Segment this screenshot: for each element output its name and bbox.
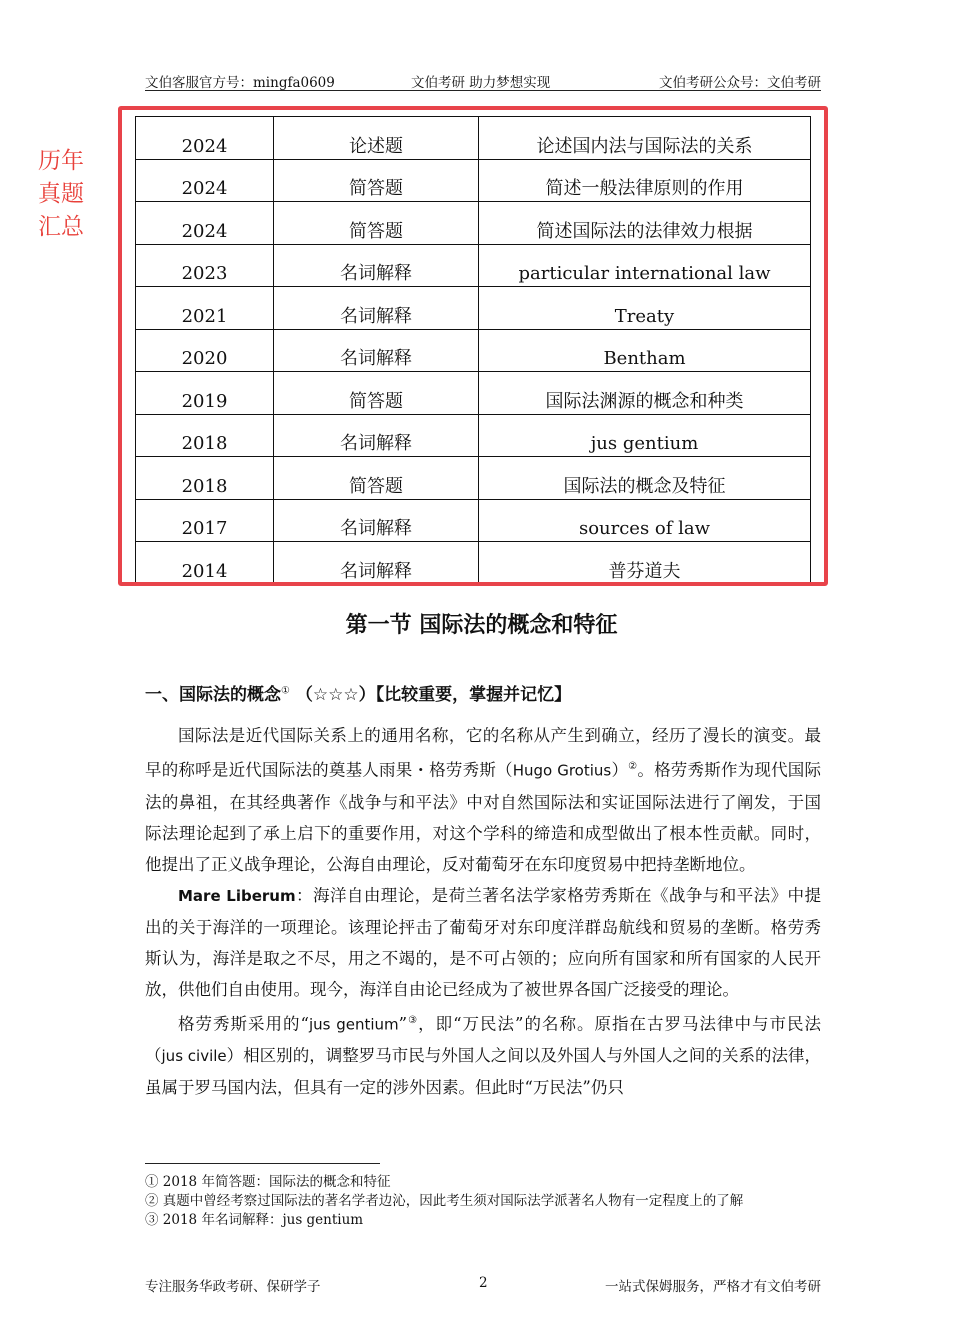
year-cell: 2021 (136, 287, 274, 330)
text-run: 格劳秀斯采用的“ (178, 1014, 309, 1033)
footer-left: 专注服务华政考研、保研学子 (145, 1279, 321, 1295)
type-cell: 名词解释 (274, 499, 479, 542)
footnote-rule (145, 1163, 380, 1164)
page-number: 2 (479, 1275, 488, 1291)
text-run: ）相区别的，调整罗马市民与外国人之间以及外国人与外国人之间的关系的法律，虽属于罗马国内法，但具有一定的涉外因素。但此时“万民法”仍只 (145, 1046, 821, 1097)
side-note-line: 历年 (38, 148, 84, 174)
side-note-line: 汇总 (38, 214, 84, 240)
topic-cell: sources of law (479, 499, 811, 542)
text-run: ” (398, 1014, 408, 1033)
text-run: ，即“万民法”的名称。原指在古罗马法律中与市民法（ (145, 1014, 822, 1065)
header-left: 文伯客服官方号：mingfa0609 (145, 75, 335, 91)
year-cell: 2024 (136, 117, 274, 160)
footnote-ref: ② (628, 761, 638, 772)
paragraph (145, 1005, 821, 1104)
text-run: Hugo Grotius (512, 761, 612, 780)
subheading (145, 680, 571, 705)
year-cell: 2024 (136, 159, 274, 202)
footnote: ② 真题中曾经考察过国际法的著名学者边沁，因此考生须对国际法学派著名人物有一定程度上的了解 (145, 1193, 744, 1209)
year-cell: 2018 (136, 414, 274, 457)
footnote-ref: ① (281, 685, 290, 697)
body-text (145, 720, 821, 1103)
type-cell: 论述题 (274, 117, 479, 160)
header-center: 文伯考研 助力梦想实现 (411, 75, 551, 91)
year-cell: 2018 (136, 457, 274, 500)
type-cell: 简答题 (274, 159, 479, 202)
page-header (145, 68, 821, 91)
type-cell: 名词解释 (274, 287, 479, 330)
topic-cell: 简述国际法的法律效力根据 (479, 202, 811, 245)
section-title: 第一节 国际法的概念和特征 (345, 613, 618, 638)
year-cell: 2024 (136, 202, 274, 245)
year-cell: 2020 (136, 329, 274, 372)
topic-cell: Treaty (479, 287, 811, 330)
side-note (38, 145, 84, 244)
type-cell: 简答题 (274, 457, 479, 500)
type-cell: 名词解释 (274, 414, 479, 457)
type-cell: 名词解释 (274, 329, 479, 372)
type-cell: 简答题 (274, 372, 479, 415)
topic-cell: 国际法的概念及特征 (479, 457, 811, 500)
type-cell: 简答题 (274, 202, 479, 245)
text-run: ：海洋自由理论，是荷兰著名法学家格劳秀斯在《战争与和平法》中提出的关于海洋的一项理论。该理论抨击了葡萄牙对东印度洋群岛航线和贸易的垄断。格劳秀斯认为，海洋是取之不尽，用之不竭的，是不可占领的；应向所有国家和所有国家的人民开放，供他们自由使用。现今，海洋自由论已经成为了被世界各国广泛接受的理论。 (145, 885, 821, 999)
topic-cell: 简述一般法律原则的作用 (479, 159, 811, 202)
year-cell: 2014 (136, 542, 274, 585)
topic-cell: 普芬道夫 (479, 542, 811, 585)
type-cell: 名词解释 (274, 244, 479, 287)
footnote: ① 2018 年简答题：国际法的概念和特征 (145, 1174, 391, 1190)
text-run: jus civile (161, 1047, 227, 1065)
highlight-box (118, 106, 828, 586)
topic-cell: 论述国内法与国际法的关系 (479, 117, 811, 160)
subheading-text: 一、国际法的概念 (145, 685, 281, 705)
term: Mare Liberum (178, 886, 296, 905)
year-cell: 2017 (136, 499, 274, 542)
footer-right: 一站式保姆服务，严格才有文伯考研 (605, 1279, 821, 1295)
text-run: 。格劳秀斯作为现代国际法的鼻祖，在其经典著作《战争与和平法》中对自然国际法和实证国际法进行了阐发，于国际法理论起到了承上启下的重要作用，对这个学科的缔造和成型做出了根本性贡献。同时，他提出了正义战争理论，公海自由理论，反对葡萄牙在东印度贸易中把持垄断地位。 (145, 760, 822, 874)
topic-cell: jus gentium (479, 414, 811, 457)
type-cell: 名词解释 (274, 542, 479, 585)
text-run: jus gentium (308, 1015, 399, 1033)
footnote-ref: ③ (407, 1014, 419, 1026)
text-run: ） (611, 760, 629, 780)
side-note-line: 真题 (38, 181, 84, 207)
year-cell: 2023 (136, 244, 274, 287)
topic-cell: Bentham (479, 329, 811, 372)
topic-cell: particular international law (479, 244, 811, 287)
footnotes (145, 1173, 821, 1230)
header-right: 文伯考研公众号：文伯考研 (659, 75, 821, 91)
topic-cell: 国际法渊源的概念和种类 (479, 372, 811, 415)
subheading-rest: （☆☆☆）【比较重要，掌握并记忆】 (295, 685, 572, 705)
text-run: 国际法是近代国际关系上的通用名称，它的名称从产生到确立，经历了漫长的演变。最早的称呼是近代国际法的奠基人雨果・格劳秀斯（ (145, 726, 821, 780)
paragraph (145, 880, 821, 1005)
paragraph (145, 720, 821, 880)
year-cell: 2019 (136, 372, 274, 415)
footnote: ③ 2018 年名词解释：jus gentium (145, 1212, 364, 1228)
